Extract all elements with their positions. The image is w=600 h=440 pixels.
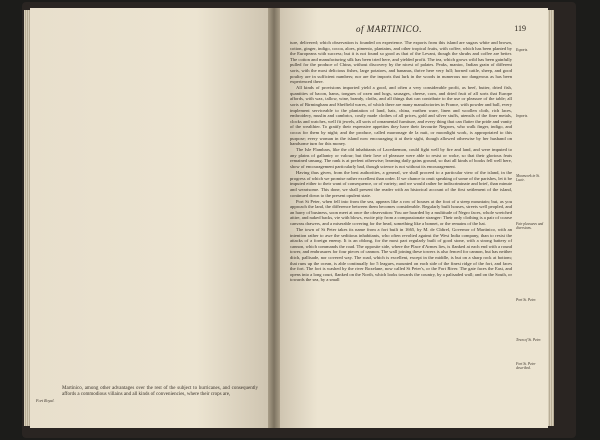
margin-note: Fair pleasures and diversions. [516,222,544,231]
margin-note: Fort St. Peter described. [516,362,536,371]
paragraph: The Isle Flambars, like the old inhabitants of Lacedaemon, could fight well by fire and land, and were imputed to any plains of gallantry or valour; but their love of pleasure were able to resist or woke, so that their glorious feats remained unsung. The rank is at prefent otherwise; learning daily gains ground, so that all kinds of books fell well here, show of encouragement particularly bad, though science is not without its encouragement. [290,147,512,170]
margin-note: Town of St. Peter. [516,338,542,342]
right-page-text [290,40,512,284]
left-margin-note: Fort Royal. [36,398,55,403]
margin-note: Exports. [516,48,529,52]
left-page-text: Martinico, among other advantages over the rest of the subject to hurricanes, and consequently affords a commodious villains and all kinds of conveniencies, where their crops are, [62,386,258,398]
margin-note: Moonwork in St. Lucie. [516,174,540,183]
paragraph: The town of St Peter takes its name from a fort built in 1665, by M. de Cldtrel, Governor of Martinico, with an intention rather to awe the seditious inhabitants, who often revolted against the West India company, than to resist the attacks of a foreign enemy. It is an oblong, for the most part regularly built of good stone, with a strong battery of cannon, which commands the road. The opposite side, where the Place d'Armes lies, is flanked at each end with a round tower, and embrasures for four pieces of cannon. The wall joining these towers is also fenced for cannon, but has neither ditch, pallisade, nor covered way. The road, which is excellent, except in the middle, is but on a sharp rock at bottom; that runs up the ocean, is able continually for 5 leagues, mounted on each side of the finest ridge of the fort, and faces the fort. The fort is washed by the river Roxelane, now called St Peter's, or the Fort River. The gate faces the East, and opens into a long court, flanked on the North, which looks towards the country, by a palisaded wall; and on the South, or towards the sea, by a small [290,227,512,283]
paragraph: Having thus given, from the best authorities, a general, we shall proceed to a particular view of the island, in the progress of which we promise rather excellent than order. If we chance to omit speaking of some of the parishes, let it be imputed either to their want of consequence, or of variety; and we would rather be indiscriminate and brief, than minute and wearisome. This done, we shall present the reader with an historical account of the first settlement of the island, continued down to the present opulent state. [290,170,512,198]
paragraph: ture, delivered; which observation is founded on experience. The exports from this island are sugars white and brown, cotton, ginger, indigo, cocoa, aloes, pimento, plantains, and other tropical fruits, with coffee, which has been planted by the Europeans with success; but it is not found so good as that of the Levant, though the shrubs and coffee are better. The cotton and manufacturing silk has been tried here, and yielded profit. The tea, which grows wild has been gainfully pulled for the produce of China, without discovery by the nicest of palates. Peaks, manioc, Indian grain of different sorts, with the most delicious fishes, large potatoes, and bananas, thrive here very full; horned cattle, sheep, and good poultry are in sufficient numbers; nor are the imports that lurk in the woods in numerous nor dangerous as has been experienced there. [290,40,512,85]
margin-note: Port St. Peter. [516,298,537,302]
margin-note: Imports. [516,114,529,118]
page-number: 119 [514,24,526,33]
running-header [296,24,526,36]
right-page-edges [548,10,554,426]
paragraph: All kinds of provisions imported yield a good, and often a very considerable profit, as beef, butter, dried fish, quantities of bacon, hams, tongues of oxen and hogs, sausages, cheese, corn, and dried fruit of all sorts that Europe affords, with wax, tallow, wine, brandy, cloths, and all things that can contribute to the use or pleasure of the table; all sorts of Birmingham and Sheffield wares, of which there are many manufactories in France, with powder and ball, every implement serviceable to the plantation of land, hats, china, earthen ware, linen and woollen cloth, rich laces, embroidery, muslin and cambrics, costly made clothes of all prices, gold and silver stuffs, utensils of the finer metals, clocks and watches, well fit jewels, all sorts of ornamental furniture, and every thing that can flatter the pride and vanity of the wealthier. To gratify their expensive appetites they have their favourite Negroes, who walk finger, indigo, and cocoa for them by night; and the produce, called marronage de la nuit, or moonlight work, is appropriated to this purpose; every woman in the island now encouraging it at their sight, though allowed otherwise by her husband on handsome turn for this money. [290,85,512,147]
book-gutter [268,8,280,428]
paragraph: Port St Peter, when fell into from the sea, appears like a row of houses at the foot of a steep mountain; but, as you approach the land, the difference between them becomes considerable. Regularly built houses, streets well peopled, and an harry of business, soon meet at once the observation: You are hoarded by a multitude of Negro faces, whole wretched attire, and naked backs, vie with blows, excite pity from a compassionate stranger: Their only clothing is a pair of coarse canvass drawers, and a miserable covering for the head, something like a bonnet, or the remains of the hat. [290,198,512,226]
left-page [30,8,268,428]
running-title: of MARTINICO. [356,24,422,34]
